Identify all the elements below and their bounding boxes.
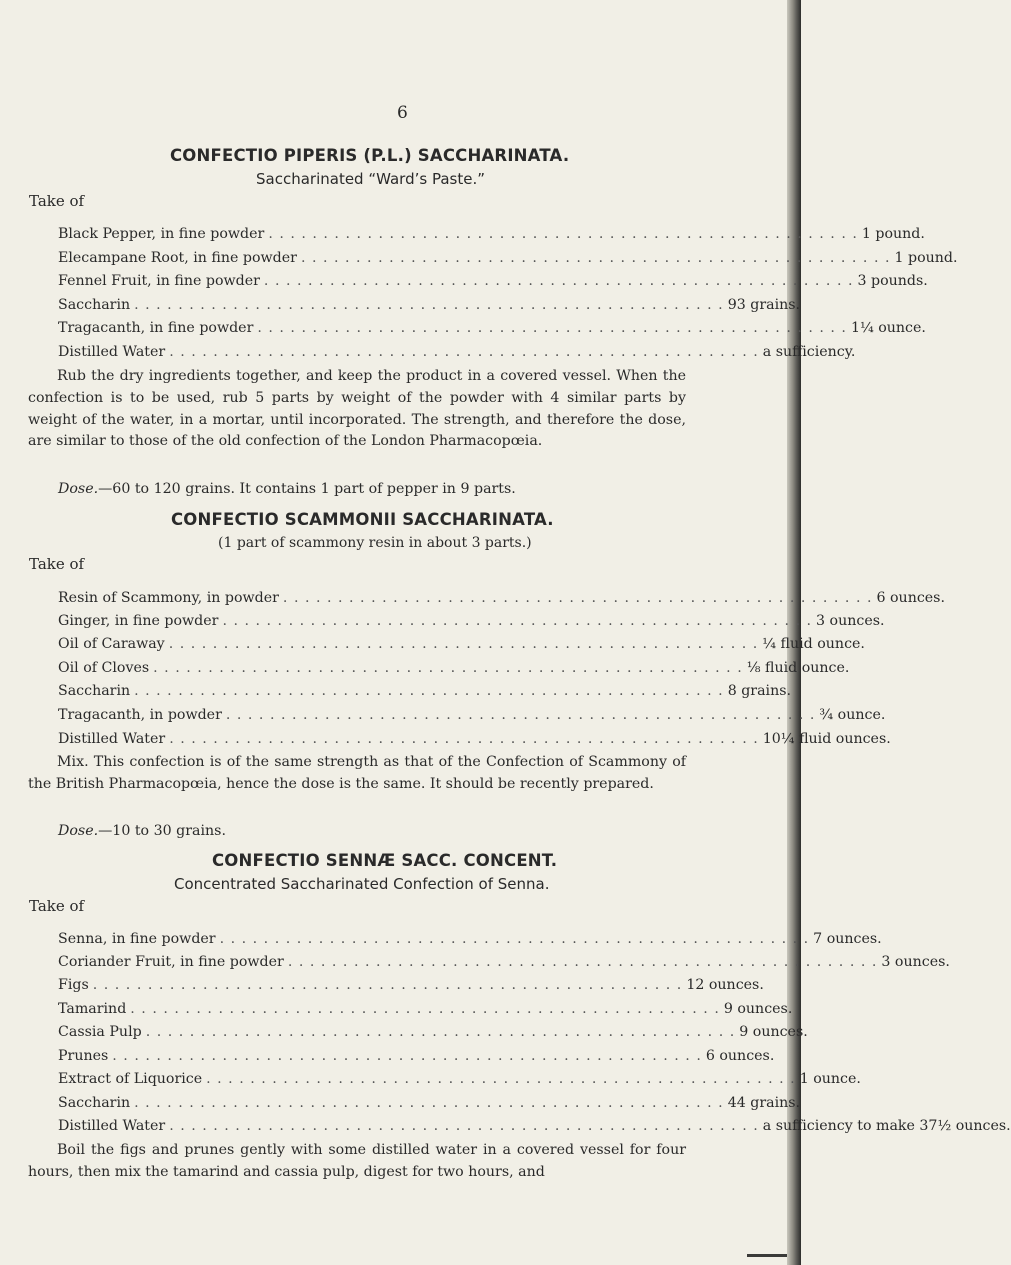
leader-dots: . . . . . . . . . . . . . . . . . . . . . . . . . . . . . . . . . . . . . . . . . . . . . . . . . . . . . . bbox=[169, 731, 759, 747]
dose-text: —10 to 30 grains. bbox=[98, 823, 226, 839]
leader-dots: . . . . . . . . . . . . . . . . . . . . . . . . . . . . . . . . . . . . . . . . . . . . . . . . . . . . . . bbox=[206, 1071, 796, 1087]
ingredient-row bbox=[58, 931, 882, 947]
leader-dots: . . . . . . . . . . . . . . . . . . . . . . . . . . . . . . . . . . . . . . . . . . . . . . . . . . . . . . bbox=[263, 273, 854, 289]
ingredient-qty: 8 grains. bbox=[727, 683, 792, 699]
ingredient-qty: 12 ounces. bbox=[686, 977, 764, 993]
section-2-paragraph: Mix. This confection is of the same strength as that of the Confection of Scammony of the British Pharmacopœia, hence the dose is the same. It should be recently prepared. bbox=[28, 754, 686, 792]
ingredient-name: Black Pepper, in fine powder bbox=[58, 226, 265, 242]
section-2-take-of: Take of bbox=[29, 555, 85, 573]
ingredient-name: Coriander Fruit, in fine powder bbox=[58, 954, 284, 970]
ingredient-name: Distilled Water bbox=[58, 1118, 166, 1134]
ingredient-qty: 44 grains. bbox=[727, 1095, 801, 1111]
ingredient-name: Saccharin bbox=[58, 297, 131, 313]
ingredient-name: Distilled Water bbox=[58, 731, 166, 747]
leader-dots: . . . . . . . . . . . . . . . . . . . . . . . . . . . . . . . . . . . . . . . . . . . . . . . . . . . . . . bbox=[225, 707, 816, 723]
leader-dots: . . . . . . . . . . . . . . . . . . . . . . . . . . . . . . . . . . . . . . . . . . . . . . . . . . . . . . bbox=[268, 226, 858, 242]
leader-dots: . . . . . . . . . . . . . . . . . . . . . . . . . . . . . . . . . . . . . . . . . . . . . . . . . . . . . . bbox=[134, 683, 724, 699]
ingredient-qty: 3 ounces. bbox=[816, 613, 885, 629]
ingredient-row bbox=[58, 1024, 808, 1040]
ingredient-name: Cassia Pulp bbox=[58, 1024, 142, 1040]
ingredient-name: Senna, in fine powder bbox=[58, 931, 216, 947]
ingredient-row bbox=[58, 731, 891, 747]
ingredient-name: Elecampane Root, in fine powder bbox=[58, 250, 297, 266]
ingredient-name: Figs bbox=[58, 977, 89, 993]
ingredient-row bbox=[58, 977, 764, 993]
ingredient-name: Prunes bbox=[58, 1048, 109, 1064]
leader-dots: . . . . . . . . . . . . . . . . . . . . . . . . . . . . . . . . . . . . . . . . . . . . . . . . . . . . . . bbox=[153, 660, 743, 676]
ingredient-row bbox=[58, 344, 856, 360]
page-number: 6 bbox=[397, 103, 408, 123]
ingredient-qty: 6 ounces. bbox=[876, 590, 945, 606]
ingredient-name: Oil of Caraway bbox=[58, 636, 165, 652]
ingredient-row bbox=[58, 613, 885, 629]
leader-dots: . . . . . . . . . . . . . . . . . . . . . . . . . . . . . . . . . . . . . . . . . . . . . . . . . . . . . . bbox=[219, 931, 810, 947]
section-1-dose bbox=[58, 481, 516, 497]
ingredient-qty: 6 ounces. bbox=[705, 1048, 775, 1064]
leader-dots: . . . . . . . . . . . . . . . . . . . . . . . . . . . . . . . . . . . . . . . . . . . . . . . . . . . . . . bbox=[112, 1048, 702, 1064]
section-1-title: CONFECTIO PIPERIS (P.L.) SACCHARINATA. bbox=[170, 146, 570, 165]
ingredient-row bbox=[58, 1071, 861, 1087]
ingredient-name: Oil of Cloves bbox=[58, 660, 150, 676]
ingredient-qty: 3 ounces. bbox=[881, 954, 950, 970]
ingredient-qty: 1 ounce. bbox=[799, 1071, 861, 1087]
ingredient-name: Saccharin bbox=[58, 1095, 131, 1111]
ingredient-row bbox=[58, 226, 925, 242]
ingredient-qty: ¼ fluid ounce. bbox=[762, 636, 865, 652]
leader-dots: . . . . . . . . . . . . . . . . . . . . . . . . . . . . . . . . . . . . . . . . . . . . . . . . . . . . . . bbox=[300, 250, 891, 266]
ingredient-qty: 10¼ fluid ounces. bbox=[762, 731, 891, 747]
ingredient-row bbox=[58, 1118, 1011, 1134]
ingredient-qty: a sufficiency to make 37½ ounces. bbox=[762, 1118, 1011, 1134]
ingredient-row bbox=[58, 590, 945, 606]
leader-dots: . . . . . . . . . . . . . . . . . . . . . . . . . . . . . . . . . . . . . . . . . . . . . . . . . . . . . . bbox=[169, 344, 759, 360]
ingredient-row bbox=[58, 683, 792, 699]
ingredient-qty: 3 pounds. bbox=[857, 273, 928, 289]
section-3-subtitle: Concentrated Saccharinated Confection of Senna. bbox=[174, 875, 550, 893]
ingredient-row bbox=[58, 297, 801, 313]
section-1-paragraph: Rub the dry ingredients together, and keep the product in a covered vessel. When the confection is to be used, rub 5 parts by weight of the powder with 4 similar parts by weight of the water, in a mortar, until incorporated. The strength, and therefore the dose, are similar to those of the old confection of the London Pharmacopœia. bbox=[28, 368, 686, 450]
section-3-title: CONFECTIO SENNÆ SACC. CONCENT. bbox=[212, 851, 558, 870]
ingredient-qty: 9 ounces. bbox=[723, 1001, 793, 1017]
ingredient-row bbox=[58, 320, 926, 336]
dose-label: Dose. bbox=[58, 823, 99, 839]
leader-dots: . . . . . . . . . . . . . . . . . . . . . . . . . . . . . . . . . . . . . . . . . . . . . . . . . . . . . . bbox=[134, 1095, 724, 1111]
ingredient-row bbox=[58, 660, 850, 676]
ingredient-row bbox=[58, 707, 886, 723]
ingredient-row bbox=[58, 250, 958, 266]
ingredient-name: Extract of Liquorice bbox=[58, 1071, 203, 1087]
leader-dots: . . . . . . . . . . . . . . . . . . . . . . . . . . . . . . . . . . . . . . . . . . . . . . . . . . . . . . bbox=[168, 636, 759, 652]
ingredient-qty: 1¼ ounce. bbox=[850, 320, 926, 336]
ingredient-qty: 1 pound. bbox=[861, 226, 925, 242]
leader-dots: . . . . . . . . . . . . . . . . . . . . . . . . . . . . . . . . . . . . . . . . . . . . . . . . . . . . . . bbox=[169, 1118, 759, 1134]
ingredient-row bbox=[58, 954, 950, 970]
ingredient-row bbox=[58, 1095, 801, 1111]
ingredient-qty: 1 pound. bbox=[894, 250, 958, 266]
ingredient-name: Fennel Fruit, in fine powder bbox=[58, 273, 260, 289]
leader-dots: . . . . . . . . . . . . . . . . . . . . . . . . . . . . . . . . . . . . . . . . . . . . . . . . . . . . . . bbox=[257, 320, 847, 336]
ingredient-name: Tamarind bbox=[58, 1001, 127, 1017]
section-2-dose bbox=[58, 823, 226, 839]
ingredient-name: Ginger, in fine powder bbox=[58, 613, 219, 629]
ingredient-row bbox=[58, 273, 928, 289]
ingredient-name: Tragacanth, in powder bbox=[58, 707, 222, 723]
ingredient-qty: 93 grains. bbox=[727, 297, 801, 313]
leader-dots: . . . . . . . . . . . . . . . . . . . . . . . . . . . . . . . . . . . . . . . . . . . . . . . . . . . . . . bbox=[145, 1024, 736, 1040]
ingredient-qty: ¾ ounce. bbox=[819, 707, 886, 723]
section-2-title: CONFECTIO SCAMMONII SACCHARINATA. bbox=[171, 510, 554, 529]
ingredient-row bbox=[58, 1001, 793, 1017]
ingredient-qty: 9 ounces. bbox=[739, 1024, 808, 1040]
ingredient-row bbox=[58, 636, 865, 652]
section-1-take-of: Take of bbox=[29, 192, 85, 210]
ingredient-row bbox=[58, 1048, 775, 1064]
ingredient-qty: ⅛ fluid ounce. bbox=[746, 660, 850, 676]
ingredient-name: Saccharin bbox=[58, 683, 131, 699]
ingredient-name: Tragacanth, in fine powder bbox=[58, 320, 254, 336]
ingredient-qty: 7 ounces. bbox=[813, 931, 882, 947]
leader-dots: . . . . . . . . . . . . . . . . . . . . . . . . . . . . . . . . . . . . . . . . . . . . . . . . . . . . . . bbox=[134, 297, 724, 313]
section-3-paragraph: Boil the figs and prunes gently with some distilled water in a covered vessel for four hours, then mix the tamarind and cassia pulp, digest for two hours, and bbox=[28, 1142, 686, 1180]
dose-label: Dose. bbox=[58, 481, 99, 497]
leader-dots: . . . . . . . . . . . . . . . . . . . . . . . . . . . . . . . . . . . . . . . . . . . . . . . . . . . . . . bbox=[287, 954, 878, 970]
ingredient-name: Resin of Scammony, in powder bbox=[58, 590, 279, 606]
dose-text: —60 to 120 grains. It contains 1 part of pepper in 9 parts. bbox=[98, 481, 516, 497]
section-3-take-of: Take of bbox=[29, 897, 85, 915]
leader-dots: . . . . . . . . . . . . . . . . . . . . . . . . . . . . . . . . . . . . . . . . . . . . . . . . . . . . . . bbox=[222, 613, 813, 629]
ingredient-name: Distilled Water bbox=[58, 344, 166, 360]
leader-dots: . . . . . . . . . . . . . . . . . . . . . . . . . . . . . . . . . . . . . . . . . . . . . . . . . . . . . . bbox=[130, 1001, 720, 1017]
section-2-note: (1 part of scammony resin in about 3 parts.) bbox=[218, 535, 532, 551]
leader-dots: . . . . . . . . . . . . . . . . . . . . . . . . . . . . . . . . . . . . . . . . . . . . . . . . . . . . . . bbox=[92, 977, 683, 993]
section-1-subtitle: Saccharinated “Ward’s Paste.” bbox=[256, 170, 485, 188]
leader-dots: . . . . . . . . . . . . . . . . . . . . . . . . . . . . . . . . . . . . . . . . . . . . . . . . . . . . . . bbox=[282, 590, 873, 606]
ingredient-qty: a sufficiency. bbox=[762, 344, 856, 360]
